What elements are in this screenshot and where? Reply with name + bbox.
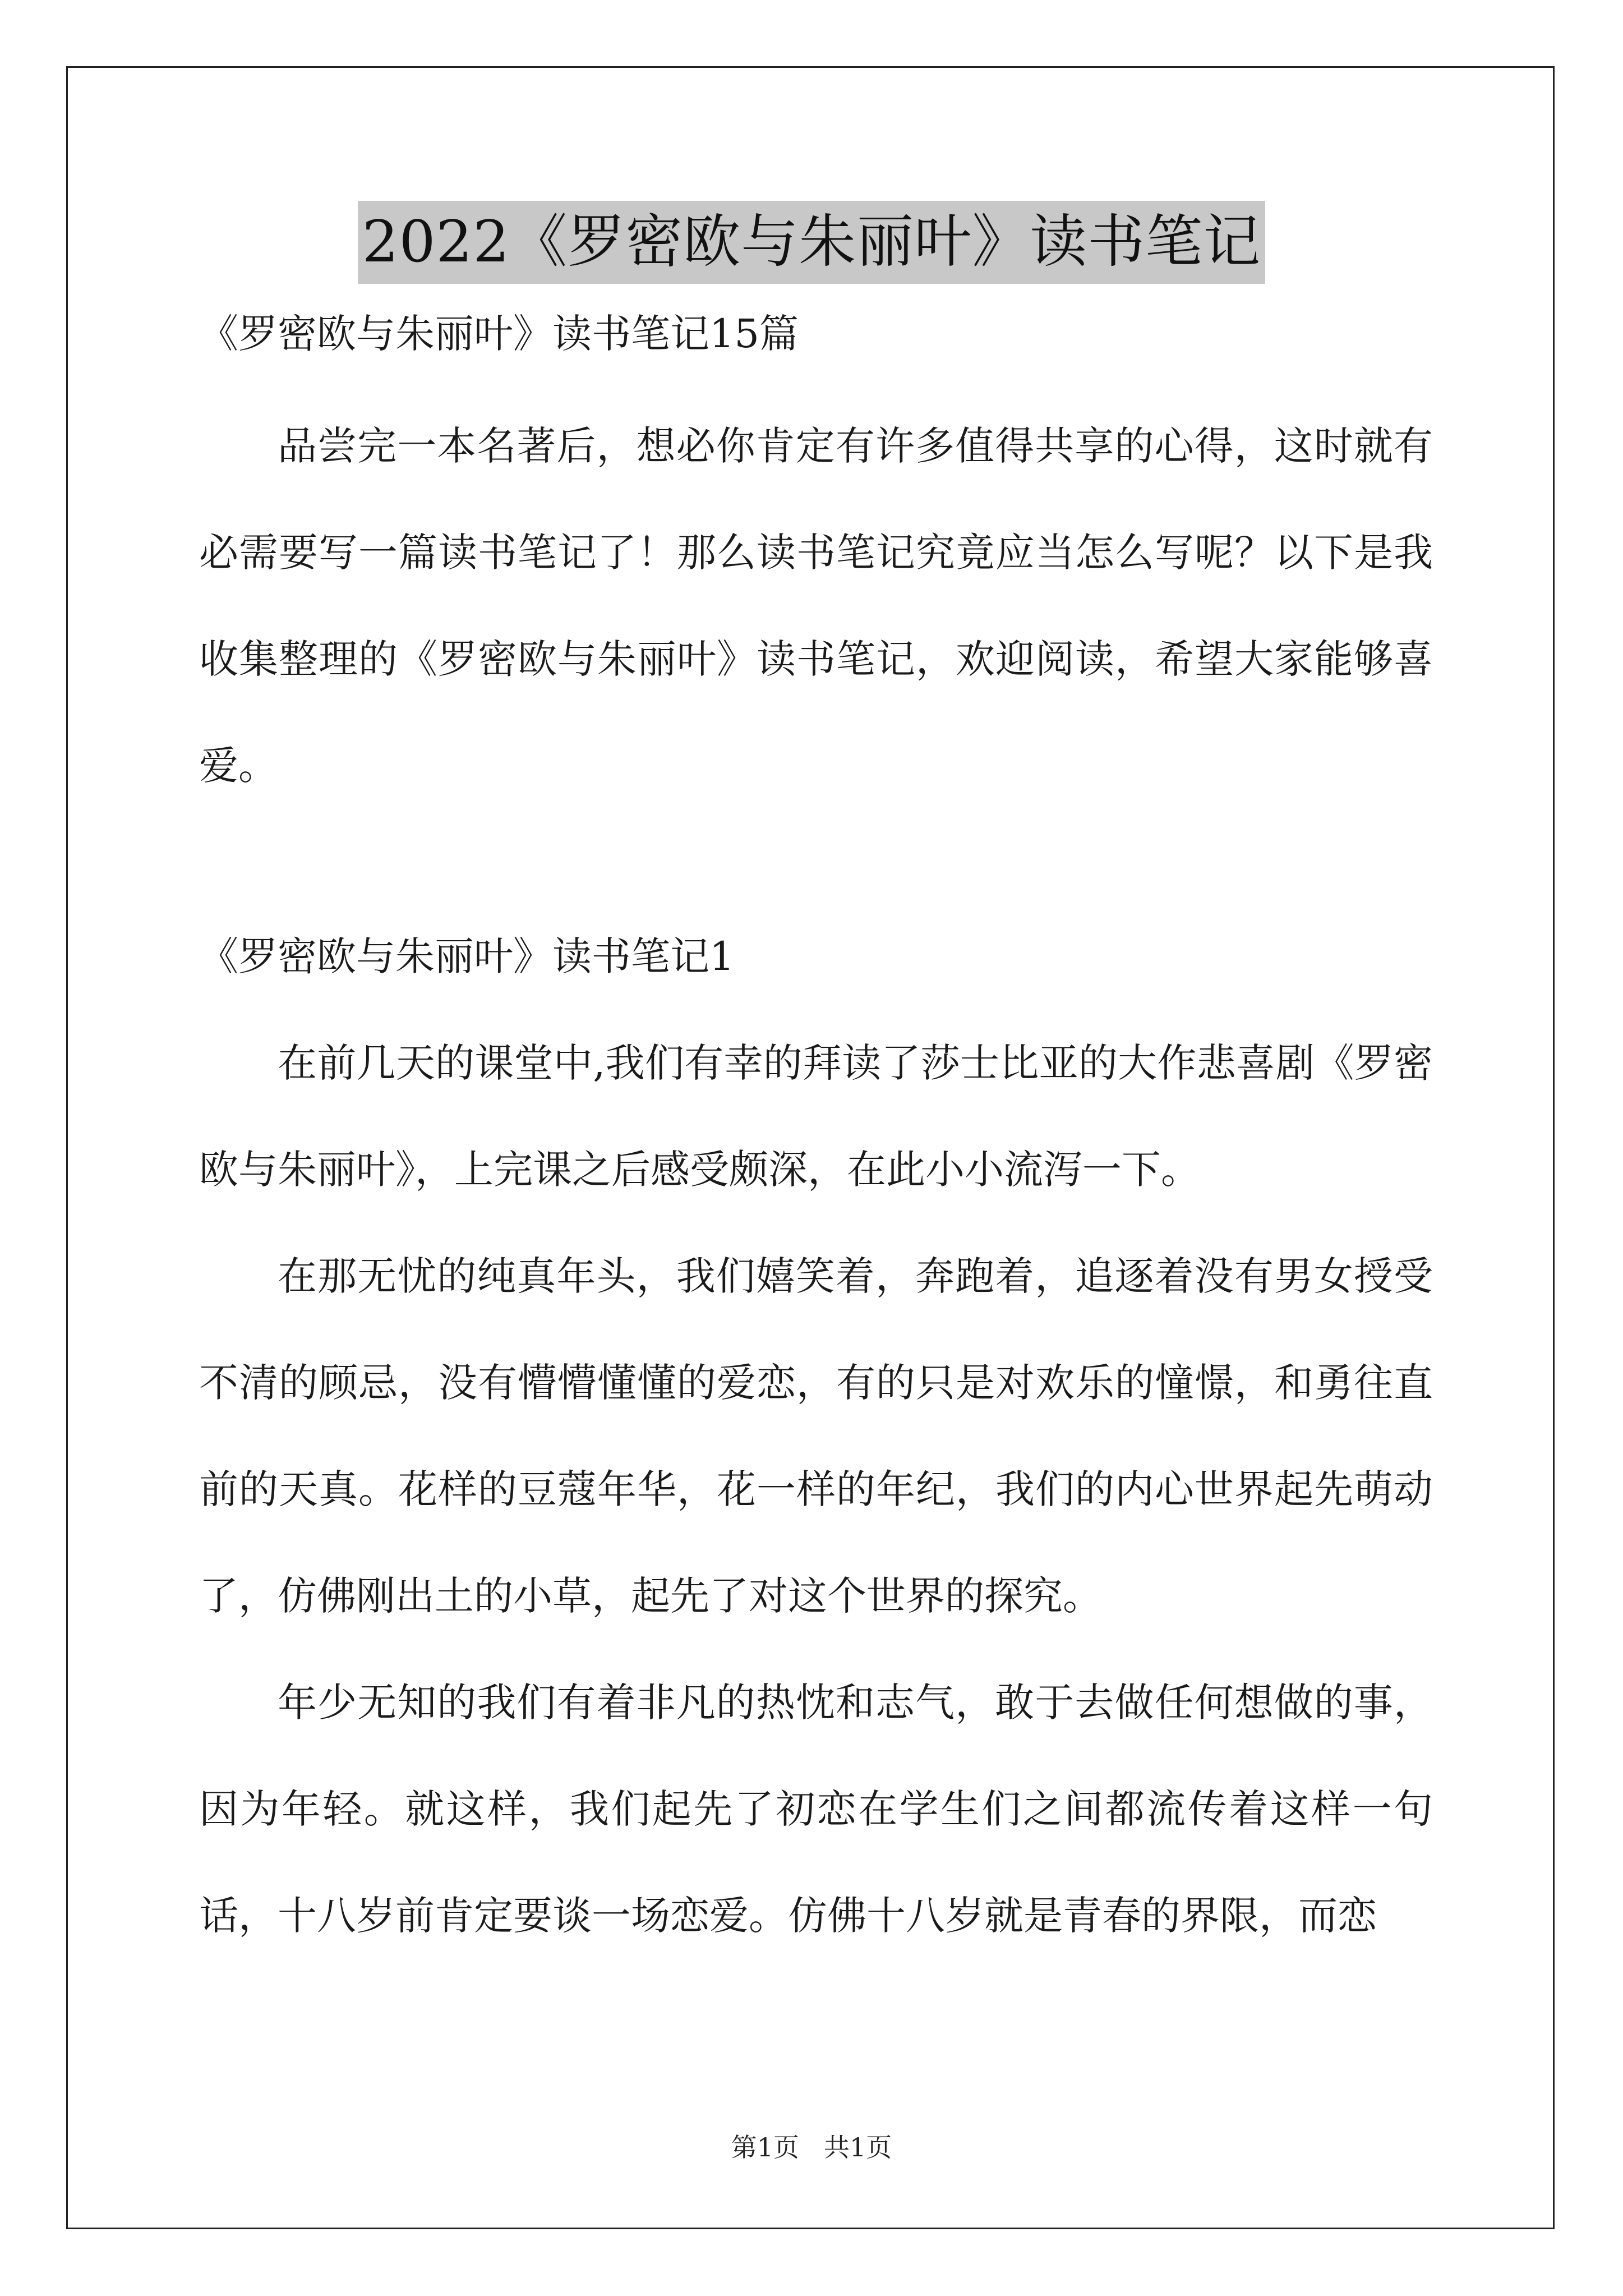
body-paragraph: 在前几天的课堂中,我们有幸的拜读了莎士比亚的大作悲喜剧《罗密欧与朱丽叶》，上完课之后感受颇深，在此小小流泻一下。 (199, 1040, 1433, 1193)
page-footer (0, 2131, 1623, 2164)
body-paragraph: 在那无忧的纯真年头，我们嬉笑着，奔跑着，追逐着没有男女授受不清的顾忌，没有懵懵懂懂的爱恋，有的只是对欢乐的憧憬，和勇往直前的天真。花样的豆蔻年华，花一样的年纪，我们的内心世界起先萌动了，仿佛刚出土的小草，起先了对这个世界的探究。 (199, 1253, 1433, 1619)
section-heading: 《罗密欧与朱丽叶》读书笔记1 (199, 933, 735, 979)
page-total: 共1页 (824, 2132, 892, 2162)
intro-paragraph: 品尝完一本名著后，想必你肯定有许多值得共享的心得，这时就有必需要写一篇读书笔记了！那么读书笔记究竟应当怎么写呢？以下是我收集整理的《罗密欧与朱丽叶》读书笔记，欢迎阅读，希望大家能够喜爱。 (199, 423, 1433, 789)
spacer (199, 987, 1433, 1010)
document-subtitle: 《罗密欧与朱丽叶》读书笔记15篇 (199, 311, 799, 357)
body-paragraph: 年少无知的我们有着非凡的热忱和志气，敢于去做任何想做的事，因为年轻。就这样，我们起先了初恋在学生们之间都流传着这样一句话，十八岁前肯定要谈一场恋爱。仿佛十八岁就是青春的界限，而恋 (199, 1680, 1433, 1939)
document-title: 2022《罗密欧与朱丽叶》读书笔记 (358, 201, 1266, 284)
spacer (199, 819, 1433, 926)
page-number: 第1页 (731, 2132, 799, 2162)
spacer (199, 365, 1433, 393)
document-body (199, 303, 1433, 1969)
title-container (0, 201, 1623, 284)
